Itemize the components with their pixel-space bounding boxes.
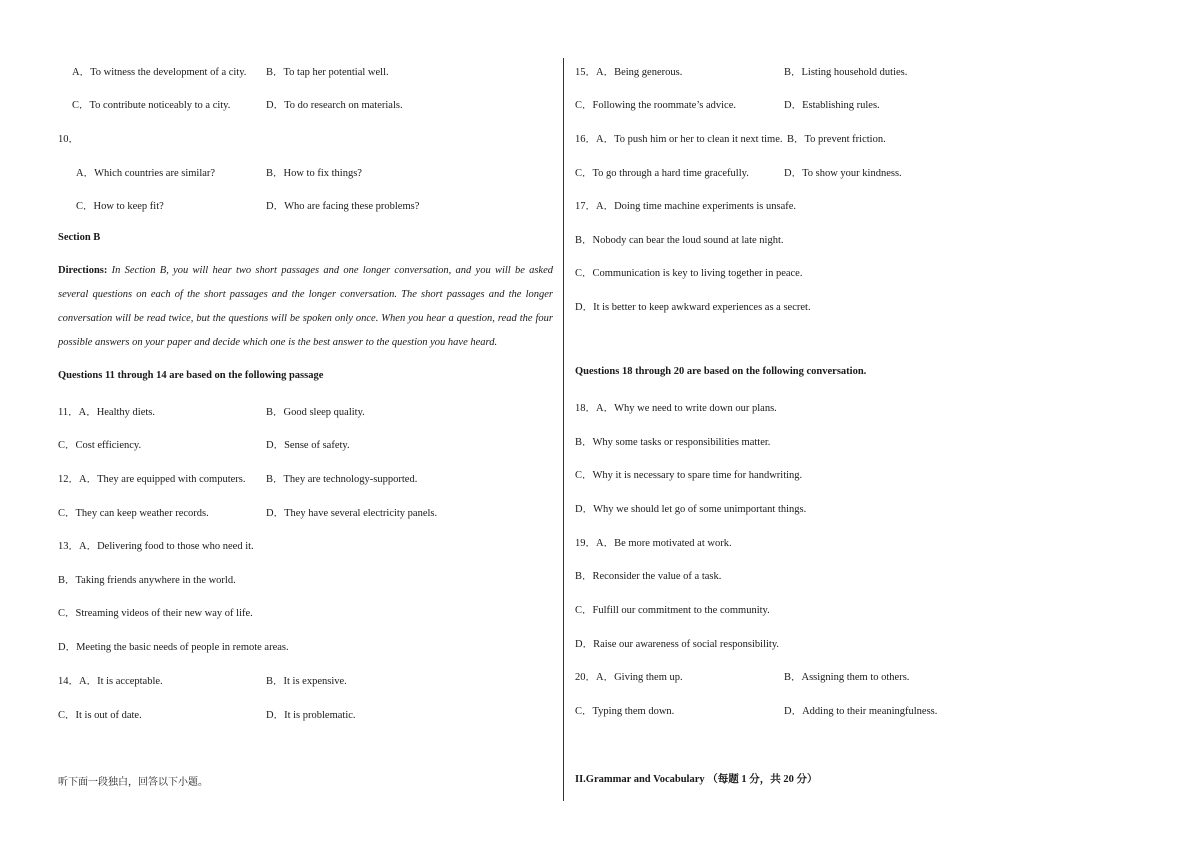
q16-option-d: D．To show your kindness. <box>784 168 902 179</box>
q10-option-b: B．How to fix things? <box>266 168 362 179</box>
q12-option-a: 12．A．They are equipped with computers. <box>58 474 246 485</box>
q19-option-c: C．Fulfill our commitment to the community. <box>575 605 770 616</box>
q16-option-b: B．To prevent friction. <box>787 134 886 145</box>
q19-option-a: 19．A．Be more motivated at work. <box>575 538 732 549</box>
q17-option-d: D．It is better to keep awkward experiences as a secret. <box>575 302 811 313</box>
q10-number: 10． <box>58 134 79 145</box>
q14-option-d: D．It is problematic. <box>266 710 356 721</box>
directions-line-3: conversation will be read twice, but the questions will be spoken only once. When you hear a question, read the four <box>58 313 553 324</box>
q11-option-a: 11．A．Healthy diets. <box>58 407 156 418</box>
q15-option-a: 15．A．Being generous. <box>575 67 683 78</box>
q11-option-d: D．Sense of safety. <box>266 440 350 451</box>
q11-14-heading: Questions 11 through 14 are based on the following passage <box>58 370 324 381</box>
q16-option-c: C．To go through a hard time gracefully. <box>575 168 749 179</box>
directions-line-2: several questions on each of the short passages and the longer conversation. The short passages and the longer <box>58 289 553 300</box>
q18-option-c: C．Why it is necessary to spare time for handwriting. <box>575 470 803 481</box>
q9-option-b: B．To tap her potential well. <box>266 67 389 78</box>
q15-option-c: C．Following the roommate’s advice. <box>575 100 736 111</box>
q12-option-d: D．They have several electricity panels. <box>266 508 438 519</box>
q13-option-d: D．Meeting the basic needs of people in remote areas. <box>58 642 289 653</box>
q12-option-b: B．They are technology-supported. <box>266 474 418 485</box>
q9-option-d: D．To do research on materials. <box>266 100 403 111</box>
q19-option-b: B．Reconsider the value of a task. <box>575 571 722 582</box>
q14-option-c: C．It is out of date. <box>58 710 142 721</box>
q13-option-c: C．Streaming videos of their new way of life. <box>58 608 253 619</box>
q18-20-heading: Questions 18 through 20 are based on the following conversation. <box>575 366 867 377</box>
q17-option-c: C．Communication is key to living together in peace. <box>575 268 803 279</box>
q10-option-c: C．How to keep fit? <box>76 201 164 212</box>
q20-option-c: C．Typing them down. <box>575 706 675 717</box>
q20-option-d: D．Adding to their meaningfulness. <box>784 706 938 717</box>
q18-option-d: D．Why we should let go of some unimportant things. <box>575 504 807 515</box>
q18-option-a: 18．A．Why we need to write down our plans. <box>575 403 777 414</box>
q13-option-b: B．Taking friends anywhere in the world. <box>58 575 236 586</box>
q12-option-c: C．They can keep weather records. <box>58 508 209 519</box>
q20-option-b: B．Assigning them to others. <box>784 672 910 683</box>
q13-option-a: 13．A．Delivering food to those who need it. <box>58 541 254 552</box>
q9-option-a: A．To witness the development of a city. <box>72 67 247 78</box>
directions-line-4: possible answers on your paper and decide which one is the best answer to the question you have heard. <box>58 337 498 348</box>
q10-option-d: D．Who are facing these problems? <box>266 201 420 212</box>
q20-option-a: 20．A．Giving them up. <box>575 672 683 683</box>
grammar-vocabulary-heading: II.Grammar and Vocabulary （每题 1 分，共 20 分） <box>575 774 818 785</box>
section-b-heading: Section B <box>58 232 101 243</box>
q15-option-b: B．Listing household duties. <box>784 67 908 78</box>
q19-option-d: D．Raise our awareness of social responsibility. <box>575 639 780 650</box>
q10-option-a: A．Which countries are similar? <box>76 168 216 179</box>
q17-option-b: B．Nobody can bear the loud sound at late night. <box>575 235 784 246</box>
q15-option-d: D．Establishing rules. <box>784 100 880 111</box>
q14-option-b: B．It is expensive. <box>266 676 347 687</box>
directions-line-1 <box>58 265 553 276</box>
directions-label: Directions: <box>58 265 108 276</box>
q16-option-a: 16．A．To push him or her to clean it next time. <box>575 134 783 145</box>
q11-option-c: C．Cost efficiency. <box>58 440 142 451</box>
listening-instruction: 听下面一段独白，回答以下小题。 <box>58 777 208 788</box>
column-divider <box>563 58 564 801</box>
directions-text-1: In Section B, you will hear two short passages and one longer conversation, and you will be asked <box>111 265 554 276</box>
q9-option-c: C．To contribute noticeably to a city. <box>72 100 231 111</box>
q17-option-a: 17．A．Doing time machine experiments is unsafe. <box>575 201 797 212</box>
q11-option-b: B．Good sleep quality. <box>266 407 365 418</box>
q14-option-a: 14．A．It is acceptable. <box>58 676 163 687</box>
q18-option-b: B．Why some tasks or responsibilities matter. <box>575 437 771 448</box>
